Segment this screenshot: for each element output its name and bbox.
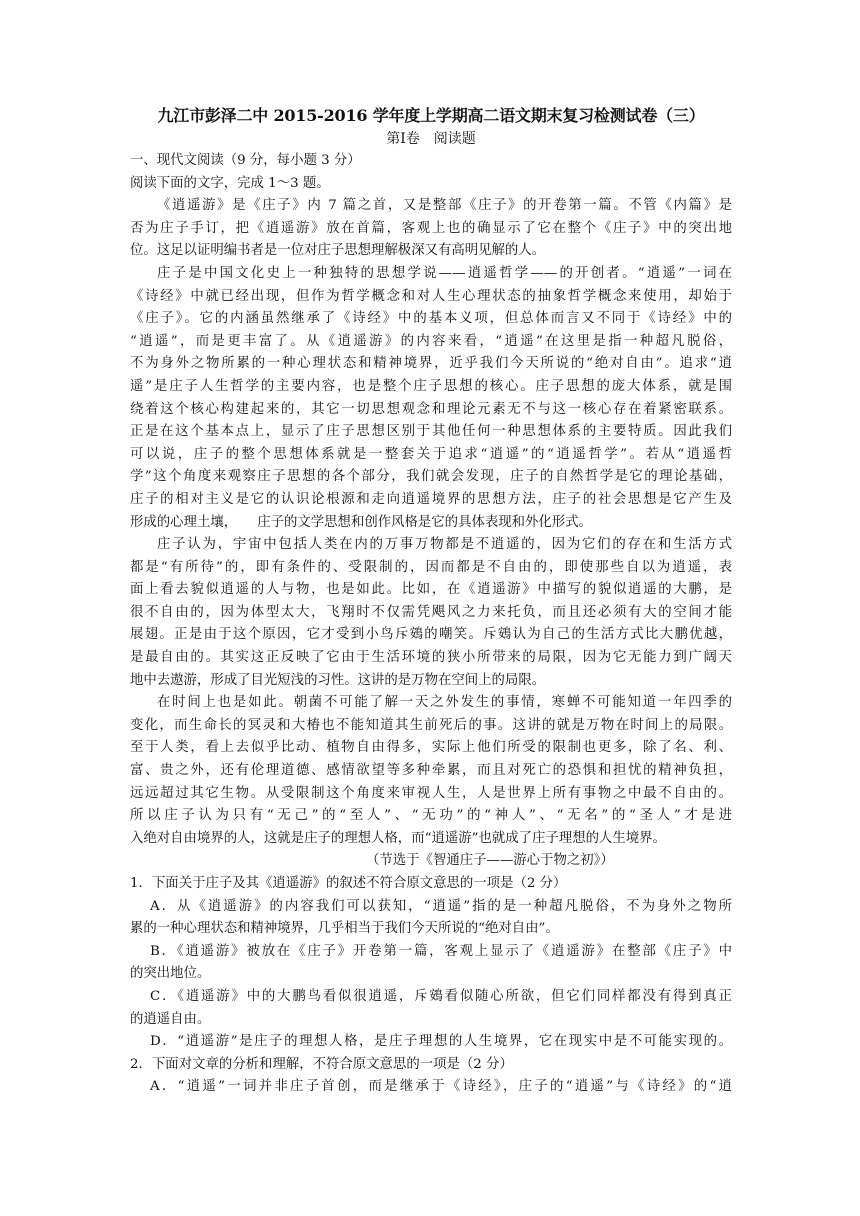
passage-line: 庄子认为，宇宙中包括人类在内的万事万物都是不逍遥的，因为它们的存在和生活方式	[157, 537, 732, 553]
volume-heading: 第Ⅰ卷 阅读题	[386, 131, 476, 147]
passage-source: （节选于《智通庄子——游心于物之初》）	[366, 853, 614, 869]
passage-line: 《诗经》中就已经出现，但作为哲学概念和对人生心理状态的抽象哲学概念来使用，却始于	[130, 288, 732, 304]
passage-line: 《庄子》。它的内涵虽然继承了《诗经》中的基本义项，但总体而言又不同于《诗经》中的	[130, 311, 732, 327]
option-c: C．《逍遥游》中的大鹏鸟看似很逍遥，斥鴳看似随心所欲，但它们同样都没有得到真正	[150, 988, 732, 1004]
passage-line: 面上看去貌似逍遥的人与物，也是如此。比如，在《逍遥游》中描写的貌似逍遥的大鹏，是	[130, 582, 732, 598]
option-a: A．“逍遥”一词并非庄子首创，而是继承于《诗经》，庄子的“逍遥”与《诗经》的“逍	[150, 1079, 732, 1095]
passage-line: 是最自由的。其实这正反映了它由于生活环境的狭小所带来的局限，因为它无能力到广阔天	[130, 650, 732, 666]
option-a: A．从《逍遥游》的内容我们可以获知，“逍遥”指的是一种超凡脱俗，不为身外之物所	[150, 898, 732, 914]
question-stem: 2．下面对文章的分析和理解，不符合原文意思的一项是（2 分）	[130, 1056, 513, 1072]
exam-title: 九江市彭泽二中 2015-2016 学年度上学期高二语文期末复习检测试卷（三）	[157, 106, 705, 125]
option-b-continued: 的突出地位。	[130, 966, 211, 982]
passage-line: 变化，而生命长的冥灵和大椿也不能知道其生前死后的事。这讲的就是万物在时间上的局限。	[130, 717, 732, 733]
exam-content	[130, 104, 732, 1099]
section-heading: 一、现代文阅读（9 分，每小题 3 分）	[130, 153, 361, 168]
passage-line: 《逍遥游》是《庄子》内 7 篇之首，又是整部《庄子》的开卷第一篇。不管《内篇》是	[157, 198, 732, 214]
reading-instruction: 阅读下面的文字，完成 1～3 题。	[130, 175, 330, 191]
question-2	[130, 1054, 732, 1099]
passage-line: 在时间上也是如此。朝菌不可能了解一天之外发生的事情，寒蝉不可能知道一年四季的	[157, 695, 732, 711]
passage-line: 至于人类，看上去似乎比动、植物自由得多，实际上他们所受的限制也更多，除了名、利、	[130, 740, 732, 756]
passage-line: 远远超过其它生物。从受限制这个角度来审视人生，人是世界上所有事物之中最不自由的。	[130, 785, 732, 801]
passage-line: 学”这个角度来观察庄子思想的各个部分，我们就会发现，庄子的自然哲学是它的理论基础，	[130, 469, 732, 485]
passage-line: 否为庄子手订，把《逍遥游》放在首篇，客观上也的确显示了它在整个《庄子》中的突出地	[130, 220, 732, 236]
passage-paragraph-1	[130, 195, 732, 263]
passage-line: 位。这足以证明编书者是一位对庄子思想理解极深又有高明见解的人。	[130, 243, 546, 259]
passage-line: 形成的心理土壤， 庄子的文学思想和创作风格是它的具体表现和外化形式。	[130, 514, 592, 530]
passage-line: “逍遥”，而是更丰富了。从《逍遥游》的内容来看，“逍遥”在这里是指一种超凡脱俗，	[130, 333, 732, 349]
passage-paragraph-2	[130, 263, 732, 534]
option-c-continued: 的逍遥自由。	[130, 1011, 211, 1027]
passage-line: 地中去遨游，形成了目光短浅的习性。这讲的是万物在空间上的局限。	[130, 672, 546, 688]
passage-line: 正是在这个基本点上，显示了庄子思想区别于其他任何一种思想体系的主要特质。因此我们	[130, 424, 732, 440]
passage-paragraph-4	[130, 692, 732, 850]
passage-line: 可以说，庄子的整个思想体系就是一整套关于追求“逍遥”的“逍遥哲学”。若从“逍遥哲	[130, 446, 732, 462]
option-a-continued: 累的一种心理状态和精神境界，几乎相当于我们今天所说的“绝对自由”。	[130, 921, 559, 937]
passage-paragraph-3	[130, 534, 732, 692]
question-stem: 1．下面关于庄子及其《逍遥游》的叙述不符合原文意思的一项是（2 分）	[130, 876, 567, 891]
passage-line: 入绝对自由境界的人，这就是庄子的理想人格，而“逍遥游”也就成了庄子理想的人生境界。	[130, 830, 666, 846]
option-b: B．《逍遥游》被放在《庄子》开卷第一篇，客观上显示了《逍遥游》在整部《庄子》中	[150, 943, 732, 959]
passage-line: 庄子是中国文化史上一种独特的思想学说——逍遥哲学——的开创者。“逍遥”一词在	[157, 265, 732, 281]
passage-line: 所以庄子认为只有“无己”的“至人”、“无功”的“神人”、“无名”的“圣人”才是进	[130, 808, 732, 824]
passage-line: 庄子的相对主义是它的认识论根源和走向逍遥境界的思想方法，庄子的社会思想是它产生及	[130, 491, 732, 507]
passage-line: 遥”是庄子人生哲学的主要内容，也是整个庄子思想的核心。庄子思想的庞大体系，就是围	[130, 378, 732, 394]
passage-line: 不为身外之物所累的一种心理状态和精神境界，近乎我们今天所说的“绝对自由”。追求“逍	[130, 356, 732, 372]
passage-line: 都是“有所待”的，即有条件的、受限制的，因而都是不自由的，即使那些自以为逍遥，表	[130, 559, 732, 575]
passage-line: 绕着这个核心构建起来的，其它一切思想观念和理论元素无不与这一核心存在着紧密联系。	[130, 401, 732, 417]
question-1	[130, 873, 732, 1054]
passage-line: 很不自由的，因为体型太大，飞翔时不仅需凭飓风之力来托负，而且还必须有大的空间才能	[130, 604, 732, 620]
passage-line: 展翅。正是由于这个原因，它才受到小鸟斥鴳的嘲笑。斥鴳认为自己的生活方式比大鹏优越，	[130, 627, 732, 643]
passage-line: 富、贵之外，还有伦理道德、感情欲望等多种牵累，而且对死亡的恐惧和担忧的精神负担，	[130, 763, 732, 779]
option-d: D．“逍遥游”是庄子的理想人格，是庄子理想的人生境界，它在现实中是不可能实现的。	[150, 1034, 732, 1050]
